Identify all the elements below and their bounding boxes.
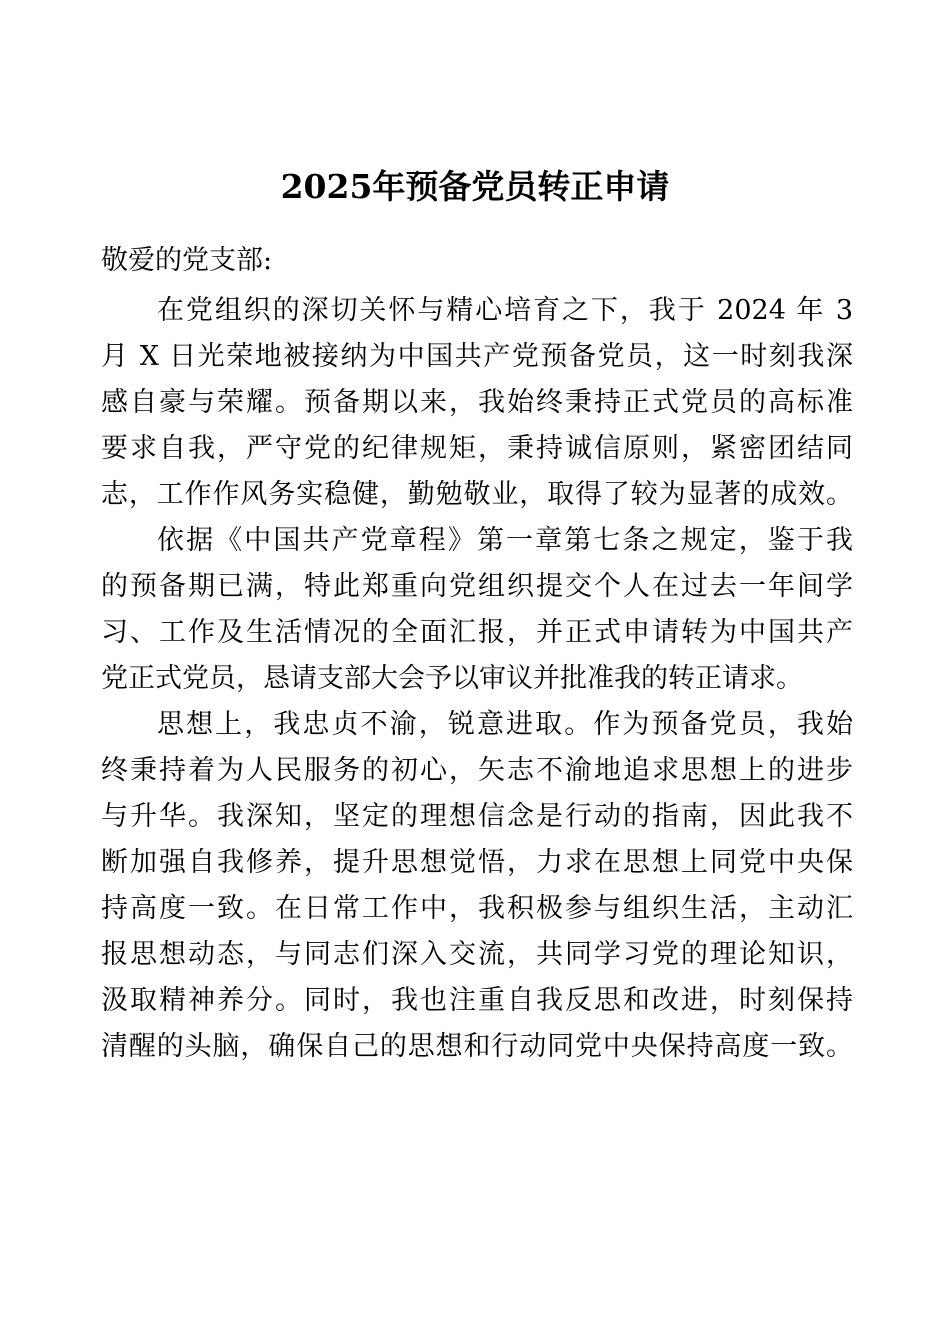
paragraph-line: 汲取精神养分。同时，我也注重自我反思和改进，时刻保持 xyxy=(101,985,853,1016)
paragraph-line: 断加强自我修养，提升思想觉悟，力求在思想上同党中央保 xyxy=(101,847,853,878)
document-title: 2025年预备党员转正申请 xyxy=(280,167,670,206)
paragraph-1 xyxy=(101,288,853,518)
paragraph-line: 的预备期已满，特此郑重向党组织提交个人在过去一年间学 xyxy=(101,571,853,602)
paragraph-line: 思想上，我忠贞不渝，锐意进取。作为预备党员，我始 xyxy=(157,709,853,740)
paragraph-line: 月 X 日光荣地被接纳为中国共产党预备党员，这一时刻我深 xyxy=(101,341,853,372)
paragraph-line: 清醒的头脑，确保自己的思想和行动同党中央保持高度一致。 xyxy=(101,1031,853,1062)
paragraph-line: 与升华。我深知，坚定的理想信念是行动的指南，因此我不 xyxy=(101,801,853,832)
paragraph-line: 在党组织的深切关怀与精心培育之下，我于 2024 年 3 xyxy=(157,295,853,326)
paragraph-line: 依据《中国共产党章程》第一章第七条之规定，鉴于我 xyxy=(157,525,853,556)
paragraph-line: 党正式党员，恳请支部大会予以审议并批准我的转正请求。 xyxy=(101,663,803,694)
document-body xyxy=(101,238,853,1070)
paragraph-line: 习、工作及生活情况的全面汇报，并正式申请转为中国共产 xyxy=(101,617,853,648)
paragraph-line: 要求自我，严守党的纪律规矩，秉持诚信原则，紧密团结同 xyxy=(101,433,853,464)
paragraph-line: 终秉持着为人民服务的初心，矢志不渝地追求思想上的进步 xyxy=(101,755,853,786)
paragraph-line: 持高度一致。在日常工作中，我积极参与组织生活，主动汇 xyxy=(101,893,853,924)
paragraph-line: 报思想动态，与同志们深入交流，共同学习党的理论知识， xyxy=(101,939,853,970)
paragraph-3 xyxy=(101,702,853,1070)
paragraph-2 xyxy=(101,518,853,702)
paragraph-line: 感自豪与荣耀。预备期以来，我始终秉持正式党员的高标准 xyxy=(101,387,853,418)
paragraph-line: 志，工作作风务实稳健，勤勉敬业，取得了较为显著的成效。 xyxy=(101,479,853,510)
salutation: 敬爱的党支部: xyxy=(101,245,273,276)
